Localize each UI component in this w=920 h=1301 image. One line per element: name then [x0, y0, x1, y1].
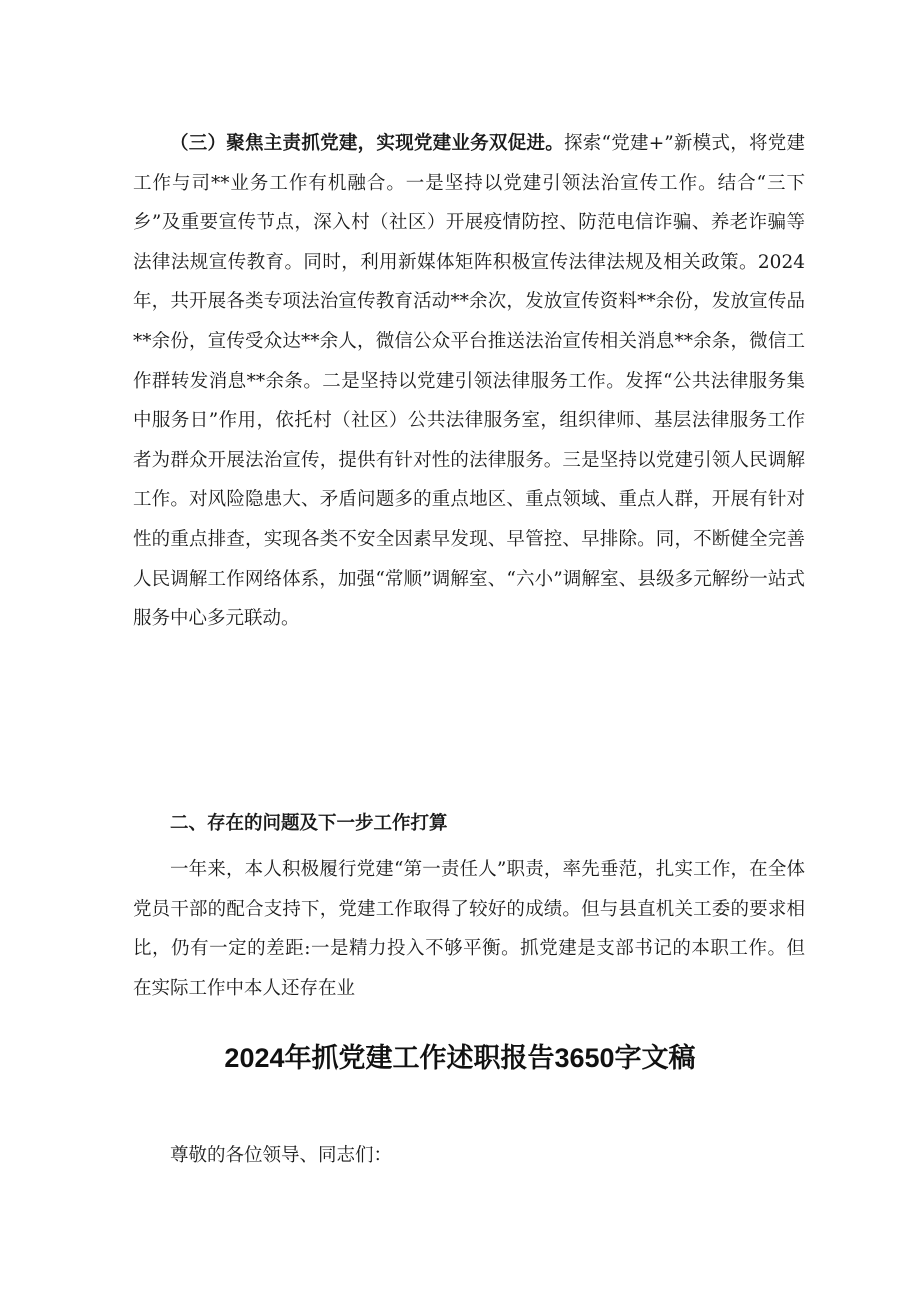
section-three-body: 探索“党建+”新模式，将党建工作与司**业务工作有机融合。一是坚持以党建引领法治宣传工作。结合“三下乡”及重要宣传节点，深入村（社区）开展疫情防控、防范电信诈骗、养老诈骗等法律法规宣传教育。同时，利用新媒体矩阵积极宣传法律法规及相关政策。2024年，共开展各类专项法治宣传教育活动**余次，发放宣传资料**余份，发放宣传品**余份，宣传受众达**余人，微信公众平台推送法治宣传相关消息**余条，微信工作群转发消息**余条。二是坚持以党建引领法律服务工作。发挥“公共法律服务集中服务日”作用，依托村（社区）公共法律服务室，组织律师、基层法律服务工作者为群众开展法治宣传，提供有针对性的法律服务。三是坚持以党建引领人民调解工作。对风险隐患大、矛盾问题多的重点地区、重点领域、重点人群，开展有针对性的重点排查，实现各类不安全因素早发现、早管控、早排除。同，不断健全完善人民调解工作网络体系，加强“常顺”调解室、“六小”调解室、县级多元解纷一站式服务中心多元联动。 [133, 133, 805, 630]
salutation: 尊敬的各位领导、同志们： [170, 1145, 393, 1166]
section-three-heading: （三）聚焦主责抓党建，实现党建业务双促进。 [170, 133, 564, 154]
paragraph-problems: 一年来，本人积极履行党建“第一责任人”职责，率先垂范，扎实工作，在全体党员干部的配合支持下，党建工作取得了较好的成绩。但与县直机关工委的要求相比，仍有一定的差距:一是精力投入不够平衡。抓党建是支部书记的本职工作。但在实际工作中本人还存在业 [133, 859, 805, 999]
document-title: 2024年抓党建工作述职报告3650字文稿 [224, 1043, 696, 1073]
paragraph-party-building-integration [133, 124, 805, 639]
section-two-heading: 二、存在的问题及下一步工作打算 [170, 813, 448, 834]
